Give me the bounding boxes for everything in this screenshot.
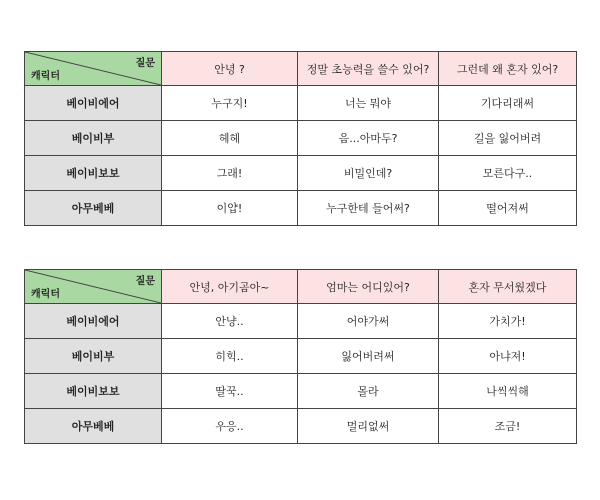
answer-cell: 비밀인데? (298, 156, 439, 191)
answer-cell: 음...아마두? (298, 121, 439, 156)
answer-cell: 너는 뭐야 (298, 86, 439, 121)
table-row (25, 304, 577, 339)
answer-cell: 누구지! (162, 86, 298, 121)
question-header: 안녕, 아기곰아~ (162, 270, 298, 304)
question-header: 정말 초능력을 쓸수 있어? (298, 52, 439, 86)
character-name: 베이비부 (25, 121, 162, 156)
table-row (25, 374, 577, 409)
answer-cell: 딸꾹.. (162, 374, 298, 409)
dialogue-table-2 (24, 269, 577, 444)
answer-cell: 조금! (439, 409, 577, 444)
question-axis-label: 질문 (135, 58, 155, 69)
corner-cell (25, 52, 162, 86)
question-header: 그런데 왜 혼자 있어? (439, 52, 577, 86)
table-row (25, 86, 577, 121)
character-name: 베이비에어 (25, 86, 162, 121)
answer-cell: 멀리없써 (298, 409, 439, 444)
table-row (25, 339, 577, 374)
character-name: 베이비보보 (25, 374, 162, 409)
answer-cell: 안냥.. (162, 304, 298, 339)
character-name: 아무베베 (25, 191, 162, 226)
table-row (25, 121, 577, 156)
table-row (25, 156, 577, 191)
table-row (25, 409, 577, 444)
question-header: 엄마는 어디있어? (298, 270, 439, 304)
answer-cell: 헤헤 (162, 121, 298, 156)
character-axis-label: 캐릭터 (31, 71, 60, 82)
table-row (25, 191, 577, 226)
answer-cell: 누구한테 들어써? (298, 191, 439, 226)
question-header: 혼자 무서웠겠다 (439, 270, 577, 304)
character-name: 베이비보보 (25, 156, 162, 191)
header-row (25, 270, 577, 304)
answer-cell: 그래! (162, 156, 298, 191)
answer-cell: 잃어버려써 (298, 339, 439, 374)
question-axis-label: 질문 (135, 276, 155, 287)
header-row (25, 52, 577, 86)
answer-cell: 길을 잃어버려 (439, 121, 577, 156)
answer-cell: 이얍! (162, 191, 298, 226)
answer-cell: 가치가! (439, 304, 577, 339)
answer-cell: 히힉.. (162, 339, 298, 374)
character-name: 베이비에어 (25, 304, 162, 339)
corner-cell (25, 270, 162, 304)
dialogue-table-1 (24, 51, 577, 226)
answer-cell: 모른다구.. (439, 156, 577, 191)
answer-cell: 기다리래써 (439, 86, 577, 121)
character-axis-label: 캐릭터 (31, 289, 60, 300)
question-header: 안녕 ? (162, 52, 298, 86)
answer-cell: 떨어져써 (439, 191, 577, 226)
answer-cell: 아냐져! (439, 339, 577, 374)
answer-cell: 나씩씩해 (439, 374, 577, 409)
answer-cell: 우응.. (162, 409, 298, 444)
character-name: 아무베베 (25, 409, 162, 444)
answer-cell: 어야가써 (298, 304, 439, 339)
answer-cell: 몰라 (298, 374, 439, 409)
character-name: 베이비부 (25, 339, 162, 374)
